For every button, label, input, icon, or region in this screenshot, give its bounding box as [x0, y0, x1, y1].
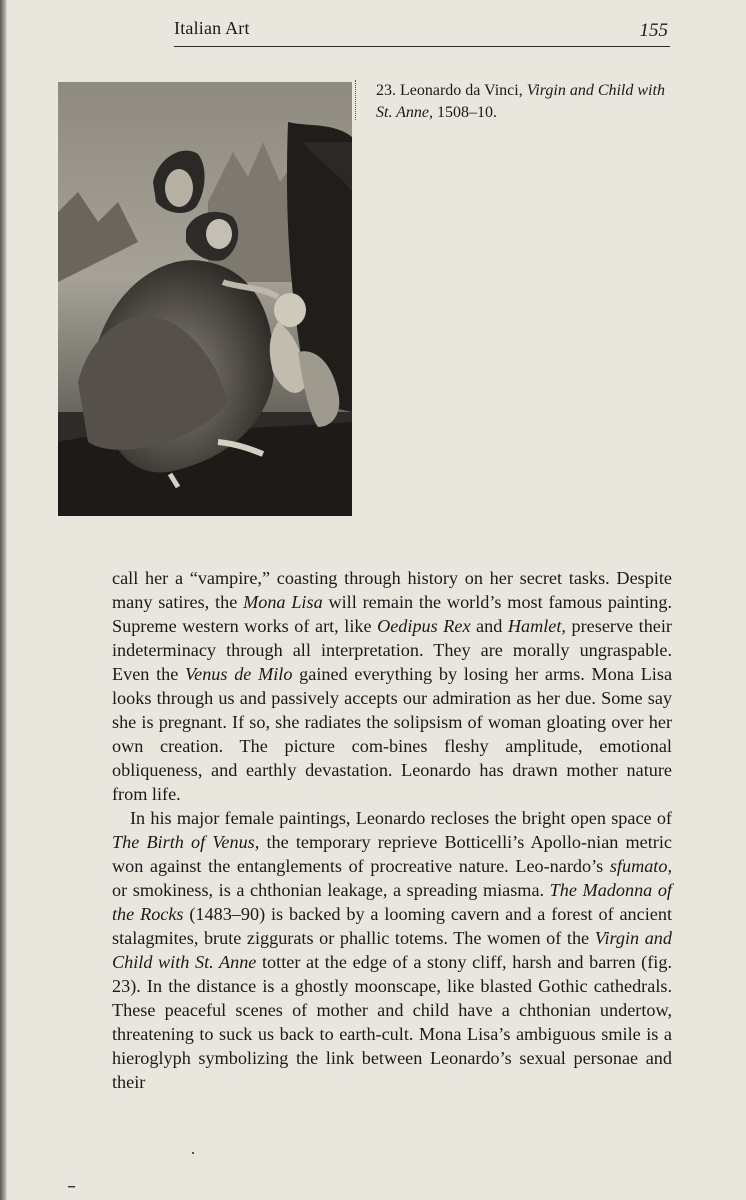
caption-date: 1508–10.	[437, 104, 498, 121]
running-title: Italian Art	[174, 18, 250, 38]
text-run: preserve their indeterminacy through all interpretation. They are morally ungraspable. Even the	[112, 616, 672, 684]
italic-text: Virgin and Child with St. Anne	[112, 928, 672, 972]
text-run: or smokiness, is a chthonian leakage, a spreading miasma.	[112, 880, 550, 900]
paragraph	[112, 806, 672, 1094]
italic-text: The Madonna of the Rocks	[112, 880, 672, 924]
figure-caption	[376, 80, 668, 124]
text-run: (1483–90) is backed by a looming cavern and a forest of ancient stalagmites, brute ziggurats or phallic totems. The women of the	[112, 904, 672, 948]
body-text	[112, 566, 672, 1094]
text-run: gained everything by losing her arms. Mona Lisa looks through us and passively accepts our admiration as her due. Some say she is pregnant. If so, she radiates the solipsism of woman gloating over her own creation. The picture com-bines fleshy amplitude, emotional obliqueness, and earthly devastation. Leonardo has drawn mother nature from life.	[112, 664, 673, 804]
text-run: totter at the edge of a stony cliff, harsh and barren (fig. 23). In the distance is a ghostly moonscape, like blasted Gothic cathedrals. These peaceful scenes of mother and child have a chthonian undertow, threatening to suck us back to earth-cult. Mona Lisa’s ambiguous smile is a hieroglyph symbolizing the link between Leonardo’s sexual personae and their	[112, 952, 672, 1092]
text-run: call her a “vampire,” coasting through history on her secret tasks. Despite many satires, the	[112, 568, 672, 612]
italic-text: Hamlet,	[507, 616, 566, 636]
text-run: In his major female paintings, Leonardo recloses the bright open space of	[130, 808, 672, 828]
caption-artist: Leonardo da Vinci,	[400, 82, 523, 99]
painting-reproduction	[58, 82, 352, 516]
running-header	[174, 14, 670, 47]
page-binding-edge	[0, 0, 7, 1200]
figure-divider	[355, 80, 356, 120]
italic-text: Mona Lisa	[243, 592, 323, 612]
italic-text: sfumato,	[609, 856, 672, 876]
caption-title: Virgin and Child with St. Anne,	[376, 82, 665, 121]
italic-text: The Birth of Venus,	[112, 832, 260, 852]
italic-text: Oedipus Rex	[377, 616, 471, 636]
page-number: 155	[639, 20, 668, 41]
caption-number: 23.	[376, 82, 396, 99]
text-run: and	[470, 616, 508, 636]
text-run: the temporary reprieve Botticelli’s Apollo-nian metric won against the entanglements of procreative nature. Leo-nardo’s	[112, 832, 672, 876]
painting-image	[58, 82, 352, 516]
text-run: will remain the world’s most famous painting. Supreme western works of art, like	[112, 592, 672, 636]
paragraph	[112, 566, 672, 806]
italic-text: Venus de Milo	[185, 664, 293, 684]
page-specks	[60, 1150, 260, 1190]
